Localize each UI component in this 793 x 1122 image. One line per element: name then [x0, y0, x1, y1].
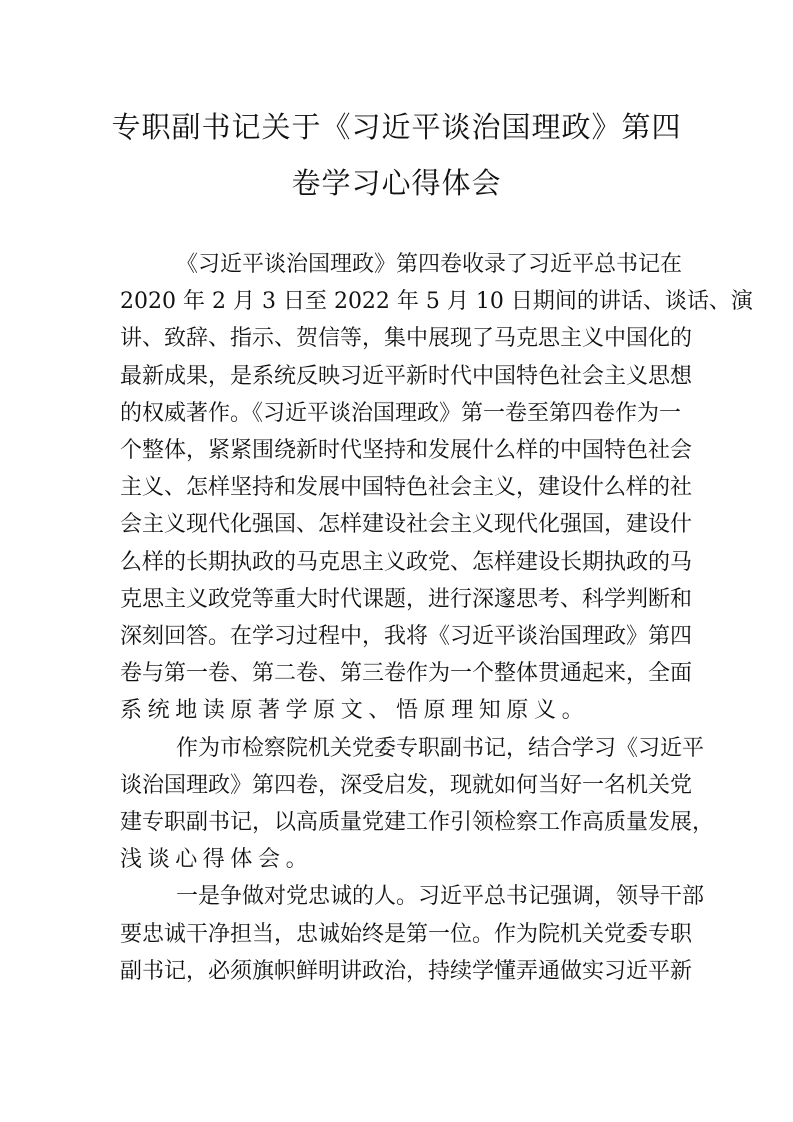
paragraph-2-line: 建专职副书记，以高质量党建工作引领检察工作高质量发展， — [120, 810, 715, 835]
paragraph-1-line: 系统地读原著学原文、悟原理知原义。 — [120, 698, 590, 724]
paragraph-3-line: 副书记，必须旗帜鲜明讲政治，持续学懂弄通做实习近平新 — [120, 958, 693, 984]
paragraph-2-line: 谈治国理政》第四卷，深受启发，现就如何当好一名机关党 — [120, 772, 693, 798]
paragraph-1-line: 《习近平谈治国理政》第四卷收录了习近平总书记在 — [176, 252, 683, 277]
paragraph-1-line: 深刻回答。在学习过程中，我将《习近平谈治国理政》第四 — [120, 624, 693, 649]
paragraph-1-line: 个整体，紧紧围绕新时代坚持和发展什么样的中国特色社会 — [120, 438, 693, 463]
document-title-line-2: 卷学习心得体会 — [291, 166, 502, 200]
document-title-line-1: 专职副书记关于《习近平谈治国理政》第四 — [111, 110, 682, 144]
paragraph-1-line: 卷与第一卷、第二卷、第三卷作为一个整体贯通起来，全面 — [120, 661, 693, 687]
paragraph-1-line: 主义、怎样坚持和发展中国特色社会主义，建设什么样的社 — [120, 475, 693, 501]
paragraph-3-line: 一是争做对党忠诚的人。习近平总书记强调，领导干部 — [176, 884, 705, 910]
paragraph-1-line: 最新成果，是系统反映习近平新时代中国特色社会主义思想 — [120, 363, 693, 389]
paragraph-2-line: 浅谈心得体会。 — [120, 847, 314, 873]
paragraph-2-line: 作为市检察院机关党委专职副书记，结合学习《习近平 — [176, 735, 705, 761]
paragraph-1-line: 克思主义政党等重大时代课题，进行深邃思考、科学判断和 — [120, 586, 693, 612]
paragraph-1-line: 讲、致辞、指示、贺信等，集中展现了马克思主义中国化的 — [120, 326, 693, 352]
paragraph-3-line: 要忠诚干净担当，忠诚始终是第一位。作为院机关党委专职 — [120, 921, 693, 947]
paragraph-1-line: 会主义现代化强国、怎样建设社会主义现代化强国，建设什 — [120, 512, 693, 538]
paragraph-1-line: 的权威著作。《习近平谈治国理政》第一卷至第四卷作为一 — [120, 400, 682, 426]
paragraph-1-line: 么样的长期执政的马克思主义政党、怎样建设长期执政的马 — [120, 549, 693, 575]
paragraph-1-line: 2020 年 2 月 3 日至 2022 年 5 月 10 日期间的讲话、谈话、演 — [120, 289, 753, 315]
